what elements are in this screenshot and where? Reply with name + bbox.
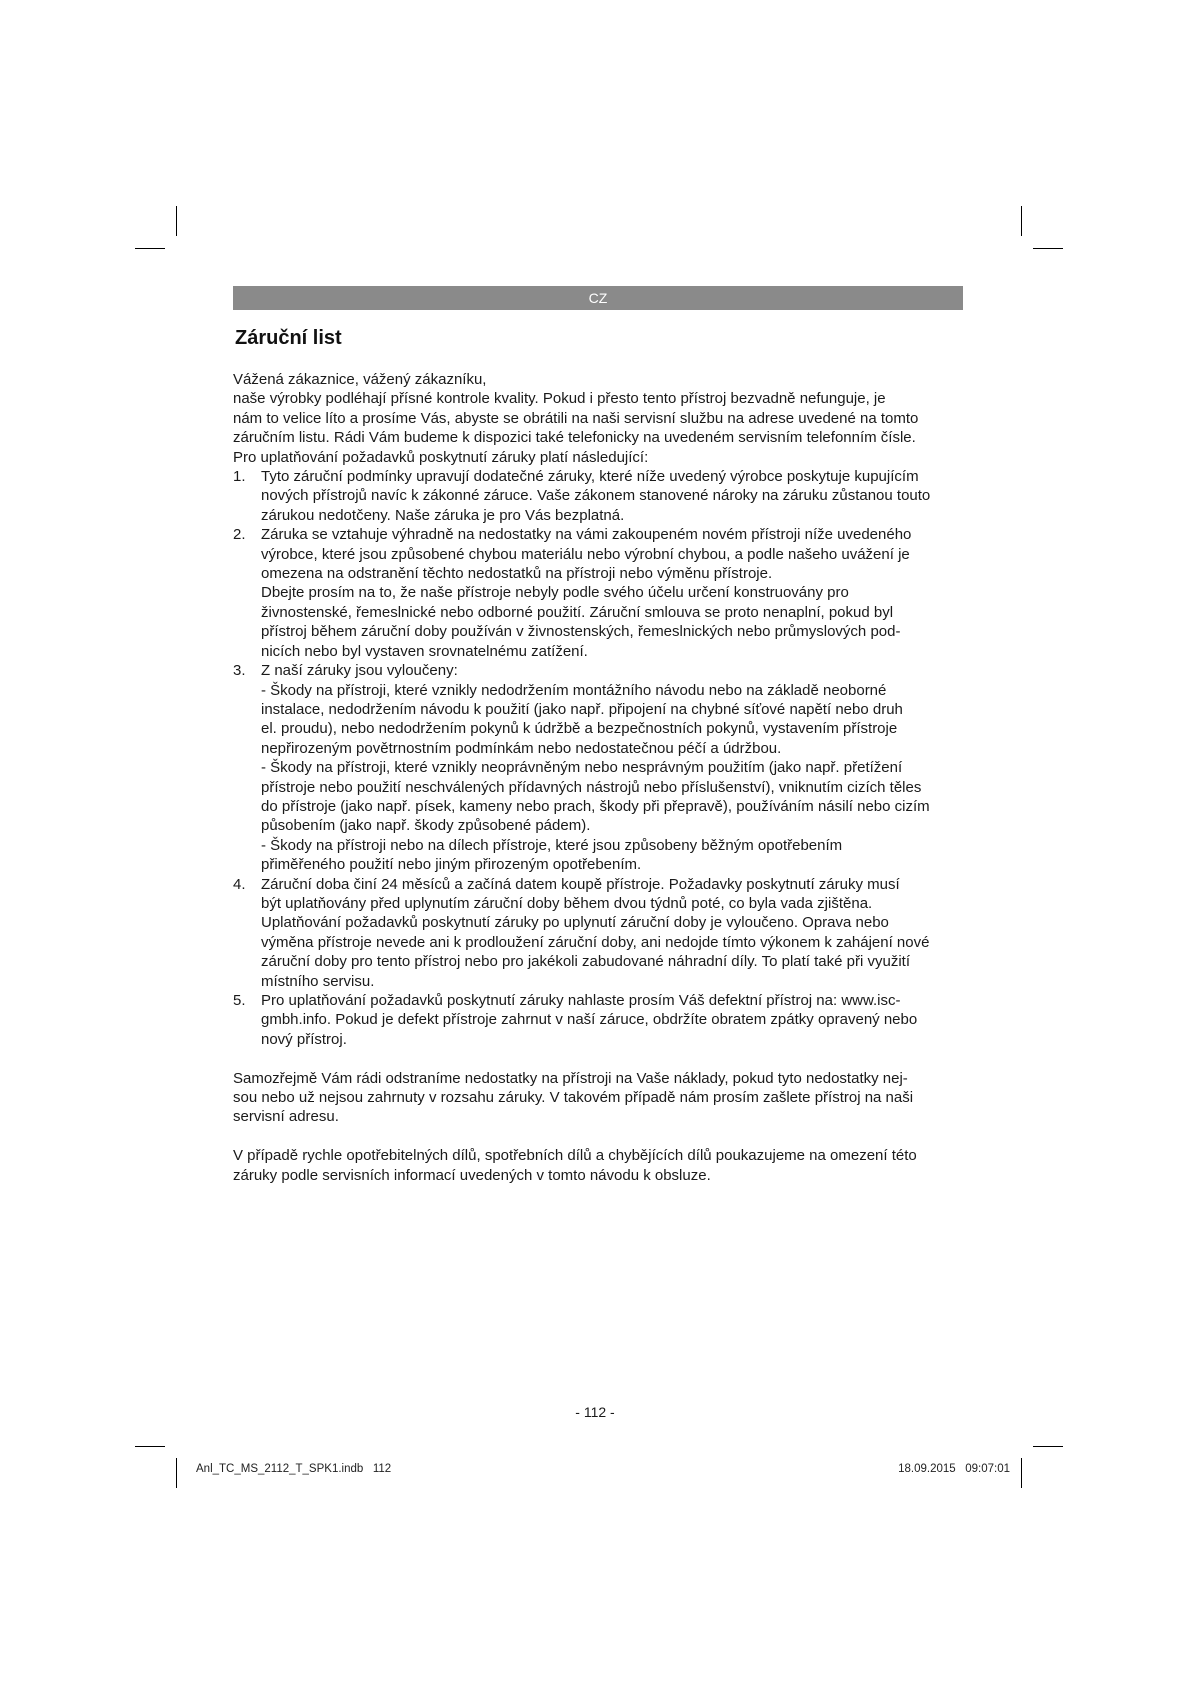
crop-mark-bottom-right-v xyxy=(1021,1458,1022,1488)
crop-mark-top-right-h xyxy=(1033,248,1063,249)
spacer xyxy=(233,1049,965,1068)
text-line: omezena na odstranění těchto nedostatků na přístroji nebo výměnu přístroje. xyxy=(261,565,773,583)
text-line: záruční doby pro tento přístroj nebo pro jakékoli zabudované náhradní díly. To platí také při využití xyxy=(261,953,910,971)
page-number: - 112 - xyxy=(575,1404,615,1420)
crop-mark-top-right-v xyxy=(1021,206,1022,236)
text-line: záruky podle servisních informací uvedených v tomto návodu k obsluze. xyxy=(233,1166,711,1184)
text-line: přístroje nebo použití neschválených přídavných nástrojů nebo příslušenství), vniknutím cizích těles xyxy=(261,778,922,796)
text-line: zárukou nedotčeny. Naše záruka je pro Vás bezplatná. xyxy=(261,506,625,524)
text-line: výměna přístroje nevede ani k prodloužení záruční doby, ani nedojde tímto výkonem k zahájení nové xyxy=(261,933,930,951)
text-line: servisní adresu. xyxy=(233,1108,339,1126)
list-item xyxy=(233,525,965,661)
language-code: CZ xyxy=(588,290,608,306)
item-number: 4. xyxy=(233,875,246,893)
text-line: záručním listu. Rádi Vám budeme k dispozici také telefonicky na uvedeném servisním telefonním čísle. xyxy=(233,429,916,447)
warranty-conditions-list xyxy=(233,467,965,1049)
text-line: přiměřeného použití nebo jiným přirozeným opotřebením. xyxy=(261,856,642,874)
wear-parts-paragraph xyxy=(233,1146,965,1185)
paid-repair-paragraph xyxy=(233,1069,965,1127)
language-header-bar xyxy=(233,286,963,310)
text-line: - Škody na přístroji, které vznikly nedodržením montážního návodu nebo na základě neoborné xyxy=(261,681,887,699)
text-line: do přístroje (jako např. písek, kameny nebo prach, škody při přepravě), používáním násilí nebo cizím xyxy=(261,797,930,815)
text-line: nicích nebo byl vystaven srovnatelnému zatížení. xyxy=(261,642,588,660)
intro-paragraph xyxy=(233,370,965,467)
crop-mark-bottom-right-h xyxy=(1033,1446,1063,1447)
text-line: přístroj během záruční doby používán v živnostenských, řemeslnických nebo průmyslových pod- xyxy=(261,623,901,641)
warranty-text xyxy=(233,370,965,1185)
footer-file-info: Anl_TC_MS_2112_T_SPK1.indb 112 xyxy=(196,1463,392,1475)
page-title: Záruční list xyxy=(235,327,342,349)
text-line: Samozřejmě Vám rádi odstraníme nedostatky na přístroji na Vaše náklady, pokud tyto nedostatky nej- xyxy=(233,1069,908,1087)
item-number: 5. xyxy=(233,992,246,1009)
text-line: Z naší záruky jsou vyloučeny: xyxy=(261,662,458,680)
text-line: gmbh.info. Pokud je defekt přístroje zahrnut v naší záruce, obdržíte obratem zpátky opravený nebo xyxy=(261,1011,918,1029)
text-line: naše výrobky podléhají přísné kontrole kvality. Pokud i přesto tento přístroj bezvadně nefunguje, je xyxy=(233,390,886,408)
crop-mark-top-left-h xyxy=(135,248,165,249)
item-number: 1. xyxy=(233,468,246,486)
text-line: Pro uplatňování požadavků poskytnutí záruky platí následující: xyxy=(233,448,649,466)
text-line: instalace, nedodržením návodu k použití (jako např. připojení na chybné síťové napětí nebo druh xyxy=(261,700,903,718)
crop-mark-bottom-left-v xyxy=(176,1458,177,1488)
text-line: Pro uplatňování požadavků poskytnutí záruky nahlaste prosím Váš defektní přístroj na: www.isc- xyxy=(261,992,901,1009)
item-number: 2. xyxy=(233,526,246,544)
text-line: nepřirozeným povětrnostním podmínkám nebo nedostatečnou péčí a údržbou. xyxy=(261,739,782,757)
text-line: - Škody na přístroji, které vznikly neoprávněným nebo nesprávným použitím (jako např. přetížení xyxy=(261,759,903,777)
text-line: živnostenské, řemeslnické nebo odborné použití. Záruční smlouva se proto nenaplní, pokud byl xyxy=(261,603,894,621)
text-line: být uplatňovány před uplynutím záruční doby během dvou týdnů poté, co byla vada zjištěna. xyxy=(261,894,873,912)
text-line: Záruční doba činí 24 měsíců a začíná datem koupě přístroje. Požadavky poskytnutí záruky musí xyxy=(261,875,900,893)
text-line: Uplatňování požadavků poskytnutí záruky po uplynutí záruční doby je vyloučeno. Oprava nebo xyxy=(261,914,889,932)
text-line: sou nebo už nejsou zahrnuty v rozsahu záruky. V takovém případě nám prosím zašlete přístroj na naši xyxy=(233,1089,914,1107)
text-line: místního servisu. xyxy=(261,972,375,990)
text-line: výrobce, které jsou způsobené chybou materiálu nebo výrobní chybou, a podle našeho uvážení je xyxy=(261,545,910,563)
text-line: nám to velice líto a prosíme Vás, abyste se obrátili na naši servisní službu na adrese uvedené na tomto xyxy=(233,409,919,427)
footer-datetime: 18.09.2015 09:07:01 xyxy=(898,1463,1010,1475)
text-line: el. proudu), nebo nedodržením pokynů k údržbě a bezpečnostních pokynů, vystavením přístroje xyxy=(261,720,898,738)
text-line: Dbejte prosím na to, že naše přístroje nebyly podle svého účelu určení konstruovány pro xyxy=(261,584,849,602)
text-line: Vážená zákaznice, vážený zákazníku, xyxy=(233,371,487,388)
crop-mark-top-left-v xyxy=(176,206,177,236)
text-line: nových přístrojů navíc k zákonné záruce. Vaše zákonem stanovené nároky na záruku zůstanou touto xyxy=(261,487,931,505)
list-item xyxy=(233,467,965,525)
text-line: působením (jako např. škody způsobené pádem). xyxy=(261,817,591,835)
item-number: 3. xyxy=(233,662,246,680)
text-line: V případě rychle opotřebitelných dílů, spotřebních dílů a chybějících dílů poukazujeme na omezení této xyxy=(233,1147,917,1165)
list-item xyxy=(233,875,965,991)
text-line: Záruka se vztahuje výhradně na nedostatky na vámi zakoupeném novém přístroji níže uvedeného xyxy=(261,526,912,544)
list-item xyxy=(233,661,965,874)
spacer xyxy=(233,1127,965,1146)
crop-mark-bottom-left-h xyxy=(135,1446,165,1447)
text-line: nový přístroj. xyxy=(261,1030,347,1048)
text-line: - Škody na přístroji nebo na dílech přístroje, které jsou způsobeny běžným opotřebením xyxy=(261,836,843,854)
text-line: Tyto záruční podmínky upravují dodatečné záruky, které níže uvedený výrobce poskytuje kupujícím xyxy=(261,468,919,486)
list-item xyxy=(233,991,965,1049)
